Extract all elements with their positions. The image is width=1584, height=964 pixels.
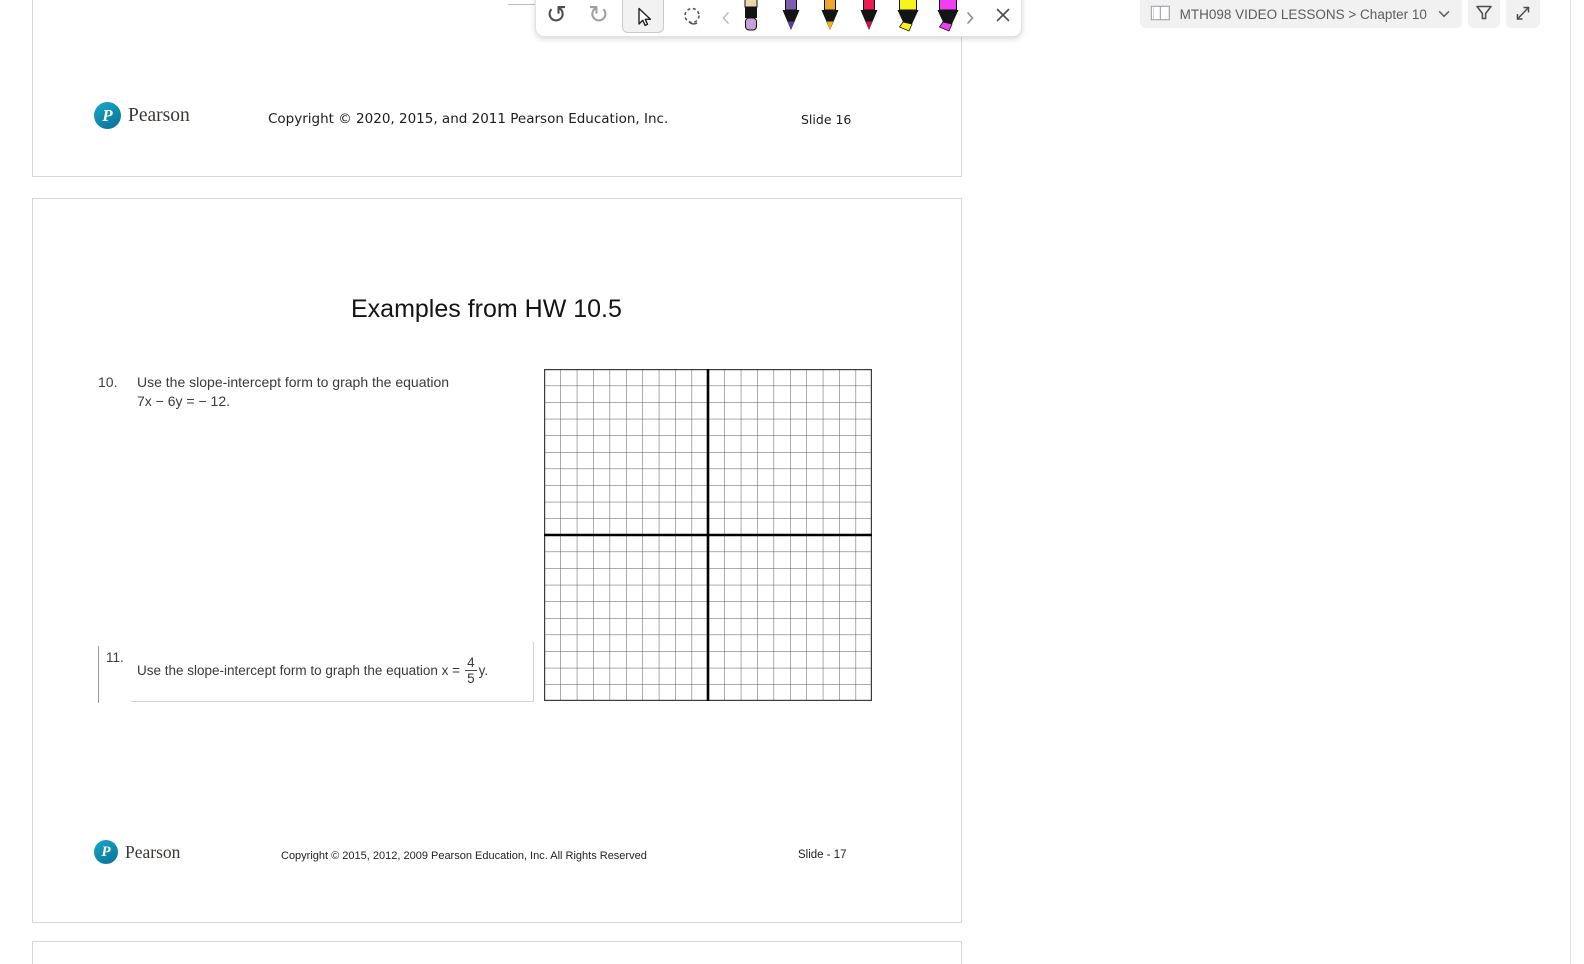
cropped-image-edge (98, 646, 99, 703)
expand-icon (1512, 3, 1534, 23)
breadcrumb: MTH098 VIDEO LESSONS > Chapter 10 (1179, 7, 1427, 22)
slide-page-next[interactable] (32, 941, 962, 964)
purple-pen-tool[interactable] (779, 0, 803, 33)
pen-icon (779, 0, 803, 33)
question-10-line1: Use the slope-intercept form to graph the equation (137, 374, 450, 390)
pearson-logo (94, 102, 190, 129)
expand-button[interactable] (1506, 0, 1540, 28)
pearson-logo (94, 840, 180, 864)
slide-number-label: Slide - 17 (798, 849, 847, 861)
select-cursor-button[interactable] (622, 0, 664, 33)
question-11-number: 11. (106, 650, 124, 665)
copyright-text: Copyright © 2015, 2012, 2009 Pearson Education, Inc. All Rights Reserved (281, 850, 647, 862)
chevron-down-icon (1436, 5, 1452, 23)
magenta-highlighter-tool[interactable] (936, 0, 960, 33)
pearson-logo-icon: P (94, 840, 118, 864)
chevron-right-icon (964, 10, 976, 26)
question-11-suffix: y. (478, 662, 489, 678)
question-10-number: 10. (98, 374, 118, 390)
close-toolbar-button[interactable] (993, 5, 1013, 30)
fraction-numerator: 4 (467, 654, 475, 670)
fraction-four-fifths (465, 655, 477, 686)
lasso-select-button[interactable] (680, 5, 704, 34)
scroll-pens-right-button[interactable] (964, 10, 976, 31)
undo-button[interactable]: ↺ (546, 0, 567, 29)
scroll-pens-left-button[interactable] (720, 10, 732, 31)
coordinate-grid (544, 369, 872, 701)
pearson-wordmark: Pearson (125, 841, 181, 862)
slide-title: Examples from HW 10.5 (351, 295, 622, 323)
copyright-text: Copyright © 2020, 2015, and 2011 Pearson Education, Inc. (268, 111, 669, 127)
pearson-wordmark: Pearson (128, 104, 190, 126)
notebook-breadcrumb-dropdown[interactable] (1140, 0, 1462, 28)
highlighter-icon (896, 0, 920, 33)
pearson-logo-icon: P (94, 102, 121, 129)
question-10-text (137, 373, 477, 410)
pane-divider (1570, 0, 1571, 964)
coordinate-grid-image (544, 369, 872, 701)
close-icon (993, 5, 1013, 25)
filter-button[interactable] (1468, 0, 1500, 28)
cursor-icon (631, 5, 655, 29)
question-11-body: Use the slope-intercept form to graph the equation x = (137, 662, 461, 678)
orange-pen-tool[interactable] (818, 0, 842, 33)
question-11-text (137, 651, 488, 689)
question-10-equation: 7x − 6y = − 12. (137, 392, 231, 409)
pen-icon (818, 0, 842, 33)
fraction-denominator: 5 (467, 670, 475, 686)
highlighter-icon (936, 0, 960, 33)
cropped-image-edge (533, 642, 534, 702)
cropped-image-edge (131, 701, 534, 702)
funnel-icon (1473, 3, 1495, 23)
slide-page-17[interactable] (32, 198, 962, 923)
yellow-highlighter-tool[interactable] (896, 0, 920, 33)
chevron-left-icon (720, 10, 732, 26)
ink-toolbar (535, 0, 1022, 37)
lavender-eraser-pencil-tool[interactable] (739, 0, 763, 33)
pen-icon (857, 0, 881, 33)
notebook-icon (1150, 3, 1171, 23)
redo-button[interactable]: ↻ (588, 0, 609, 29)
slide-number-label: Slide 16 (801, 112, 852, 127)
lasso-icon (680, 5, 704, 29)
eraser-pencil-icon (739, 0, 763, 33)
red-pen-tool[interactable] (857, 0, 881, 33)
